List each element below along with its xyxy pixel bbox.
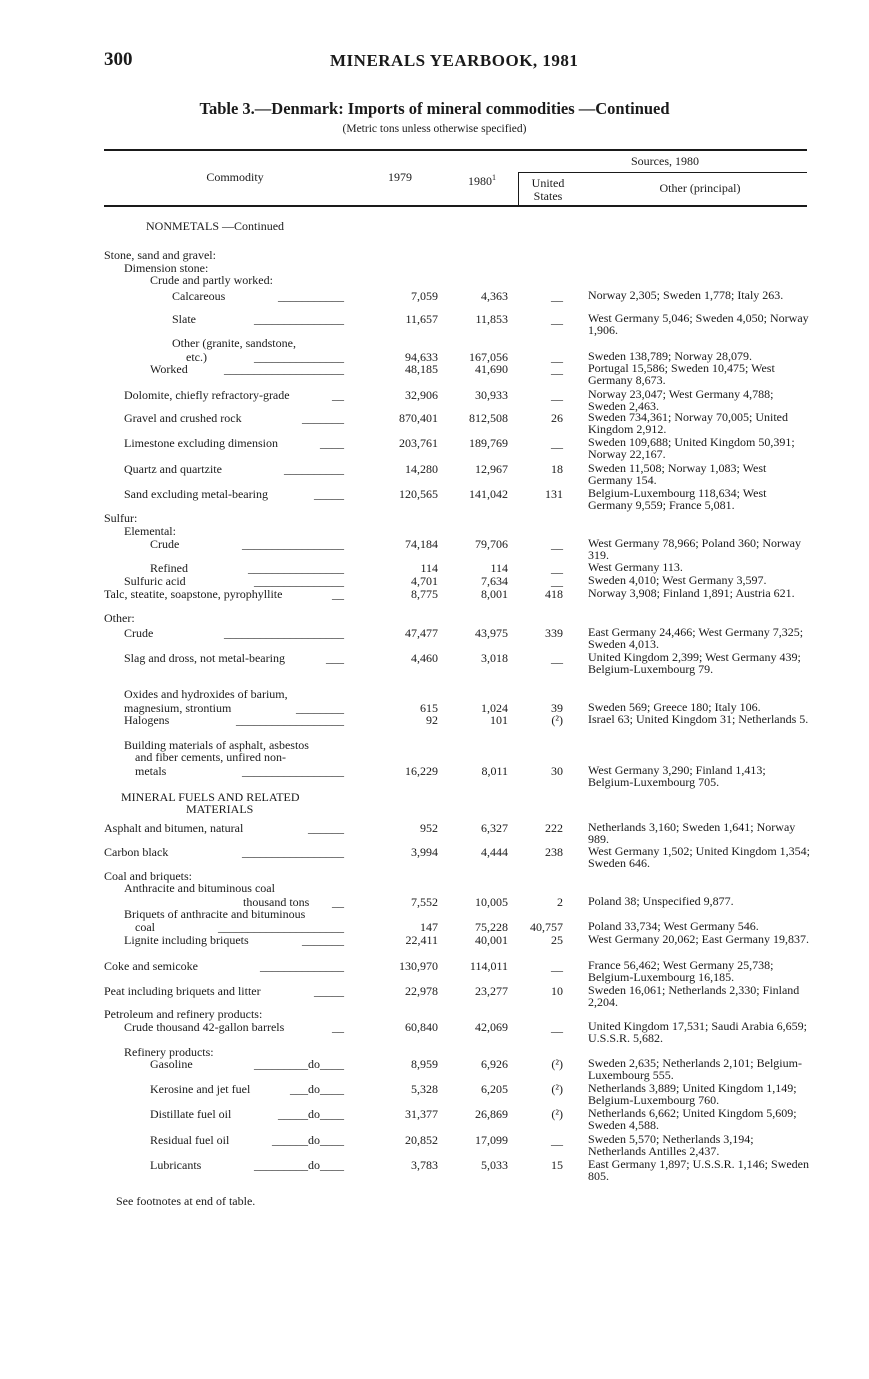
commodity-name: Peat including briquets and litter — [104, 984, 261, 998]
commodity-name: Talc, steatite, soapstone, pyrophyllite — [104, 587, 283, 601]
section-other-granite: Other (granite, sandstone, — [172, 336, 296, 350]
commodity-name: Calcareous — [172, 289, 226, 303]
commodity-label — [104, 960, 344, 973]
commodity-label — [104, 985, 344, 998]
leader-dots: _____do____ — [278, 1107, 344, 1121]
commodity-label — [150, 1159, 344, 1172]
other-sources: Sweden 2,635; Netherlands 2,101; Belgium-Luxembourg 555. — [588, 1056, 802, 1082]
other-sources: East Germany 1,897; U.S.S.R. 1,146; Sweden 805. — [588, 1157, 809, 1183]
value-1979: 5,328 — [411, 1082, 438, 1096]
section-petroleum: Petroleum and refinery products: — [104, 1007, 263, 1021]
value-1980: 1,024 — [481, 701, 508, 715]
value-1979: 870,401 — [399, 411, 438, 425]
leader-dots: ____________________ — [224, 626, 344, 640]
other-sources: United Kingdom 17,531; Saudi Arabia 6,659; U.S.S.R. 5,682. — [588, 1019, 807, 1045]
value-1980: 26,869 — [475, 1107, 508, 1121]
value-1979: 4,460 — [411, 651, 438, 665]
commodity-name: metals — [135, 764, 167, 778]
commodity-name: Asphalt and bitumen, natural — [104, 821, 244, 835]
value-1980: 6,205 — [481, 1082, 508, 1096]
value-united-states: __ — [551, 959, 563, 973]
footnote-marker-1: 1 — [492, 173, 496, 182]
other-sources: France 56,462; West Germany 25,738; Belgium-Luxembourg 16,185. — [588, 958, 774, 984]
commodity-label — [124, 488, 344, 501]
value-1980: 30,933 — [475, 388, 508, 402]
running-head: MINERALS YEARBOOK, 1981 — [330, 51, 579, 70]
commodity-label — [124, 627, 344, 640]
section-sulfur: Sulfur: — [104, 511, 138, 525]
commodity-name: thousand tons — [243, 895, 310, 909]
commodity-label — [150, 363, 344, 376]
value-1980: 23,277 — [475, 984, 508, 998]
leader-dots: __ — [332, 895, 344, 909]
section-stone: Stone, sand and gravel: — [104, 248, 216, 262]
commodity-label — [124, 652, 344, 665]
commodity-name: Quartz and quartzite — [124, 462, 222, 476]
other-sources: Netherlands 3,889; United Kingdom 1,149; Belgium-Luxembourg 760. — [588, 1081, 797, 1107]
commodity-name: Crude — [124, 626, 154, 640]
leader-dots: __ — [332, 1020, 344, 1034]
value-united-states: __ — [551, 574, 563, 588]
commodity-label — [104, 588, 344, 601]
other-sources: Sweden 734,361; Norway 70,005; United Kingdom 2,912. — [588, 410, 788, 436]
leader-dots: ____________________ — [224, 362, 344, 376]
value-1980: 7,634 — [481, 574, 508, 588]
commodity-name: Carbon black — [104, 845, 169, 859]
value-united-states: __ — [551, 561, 563, 575]
other-sources: East Germany 24,466; West Germany 7,325; Sweden 4,013. — [588, 625, 804, 651]
value-1980: 141,042 — [469, 487, 508, 501]
value-united-states: 18 — [551, 462, 563, 476]
value-1979: 203,761 — [399, 436, 438, 450]
section-coal: Coal and briquets: — [104, 869, 192, 883]
value-1979: 16,229 — [405, 764, 438, 778]
commodity-label — [124, 934, 344, 947]
value-1979: 60,840 — [405, 1020, 438, 1034]
commodity-label — [150, 562, 344, 575]
value-united-states: __ — [551, 388, 563, 402]
value-1979: 147 — [420, 920, 438, 934]
value-1980: 5,033 — [481, 1158, 508, 1172]
leader-dots: __________ — [284, 462, 344, 476]
other-sources: United Kingdom 2,399; West Germany 439; Belgium-Luxembourg 79. — [588, 650, 801, 676]
commodity-name: Crude thousand 42-gallon barrels — [124, 1020, 285, 1034]
value-1980: 114 — [490, 561, 508, 575]
commodity-label — [124, 437, 344, 450]
commodity-label — [150, 1083, 344, 1096]
table-subtitle: (Metric tons unless otherwise specified) — [342, 123, 527, 135]
value-1979: 120,565 — [399, 487, 438, 501]
footnote-reference: See footnotes at end of table. — [116, 1194, 256, 1208]
page-number: 300 — [104, 49, 133, 70]
col-header-commodity: Commodity — [206, 170, 264, 184]
commodity-label — [172, 313, 344, 326]
other-sources: Norway 3,908; Finland 1,891; Austria 621. — [588, 586, 795, 600]
other-sources: West Germany 5,046; Sweden 4,050; Norway 1,906. — [588, 311, 809, 337]
value-1980: 75,228 — [475, 920, 508, 934]
other-sources: Sweden 109,688; United Kingdom 50,391; Norway 22,167. — [588, 435, 795, 461]
leader-dots: _______ — [302, 411, 344, 425]
value-1979: 47,477 — [405, 626, 438, 640]
commodity-label — [124, 412, 344, 425]
other-sources: Norway 23,047; West Germany 4,788; Sweden 2,463. — [588, 387, 774, 413]
value-1979: 11,657 — [405, 312, 438, 326]
value-1979: 31,377 — [405, 1107, 438, 1121]
other-sources: West Germany 113. — [588, 560, 683, 574]
leader-dots: __ — [332, 587, 344, 601]
other-sources: Sweden 138,789; Norway 28,079. — [588, 349, 752, 363]
value-1979: 615 — [420, 701, 438, 715]
value-united-states: (²) — [551, 713, 563, 727]
value-1980: 6,926 — [481, 1057, 508, 1071]
other-sources: West Germany 20,062; East Germany 19,837. — [588, 932, 809, 946]
section-anthracite: Anthracite and bituminous coal — [124, 881, 275, 895]
leader-dots: _________________ — [242, 764, 344, 778]
col-header-us-line1: United — [531, 176, 565, 190]
value-united-states: (²) — [551, 1107, 563, 1121]
commodity-label — [124, 389, 344, 402]
other-sources: Belgium-Luxembourg 118,634; West Germany 9,559; France 5,081. — [588, 486, 767, 512]
commodity-name: Dolomite, chiefly refractory-grade — [124, 388, 290, 402]
leader-dots: _______ — [302, 933, 344, 947]
leader-dots: __________________ — [236, 713, 344, 727]
other-sources: Israel 63; United Kingdom 31; Netherlands 5. — [588, 712, 809, 726]
section-elemental: Elemental: — [124, 524, 176, 538]
value-1980: 43,975 — [475, 626, 508, 640]
commodity-name: Coke and semicoke — [104, 959, 198, 973]
value-1980: 3,018 — [481, 651, 508, 665]
leader-dots: ________________ — [248, 561, 344, 575]
value-united-states: __ — [551, 362, 563, 376]
col-header-us-line2: States — [533, 189, 563, 203]
leader-dots: _______________ — [254, 350, 344, 364]
leader-dots: ____ — [320, 436, 344, 450]
other-sources: Poland 38; Unspecified 9,877. — [588, 894, 734, 908]
commodity-label — [150, 1108, 344, 1121]
value-united-states: __ — [551, 436, 563, 450]
value-united-states: __ — [551, 537, 563, 551]
commodity-name: etc.) — [186, 350, 207, 364]
value-1980: 11,853 — [475, 312, 508, 326]
sources-rule — [518, 172, 807, 173]
leader-dots: ___ — [326, 651, 344, 665]
value-united-states: 238 — [545, 845, 563, 859]
commodity-label — [124, 714, 344, 727]
commodity-name: Residual fuel oil — [150, 1133, 230, 1147]
value-united-states: (²) — [551, 1057, 563, 1071]
commodity-name: Halogens — [124, 713, 170, 727]
leader-dots: _________do____ — [254, 1158, 344, 1172]
commodity-name: coal — [135, 920, 155, 934]
value-1979: 22,411 — [405, 933, 438, 947]
other-sources: West Germany 1,502; United Kingdom 1,354; Sweden 646. — [588, 844, 811, 870]
value-1979: 7,059 — [411, 289, 438, 303]
value-united-states: 339 — [545, 626, 563, 640]
commodity-name: Worked — [150, 362, 188, 376]
value-united-states: __ — [551, 289, 563, 303]
section-fuels-1: MINERAL FUELS AND RELATED — [121, 790, 300, 804]
value-1979: 92 — [426, 713, 438, 727]
us-column-divider — [518, 172, 519, 205]
value-united-states: __ — [551, 1020, 563, 1034]
commodity-name: Slag and dross, not metal-bearing — [124, 651, 285, 665]
value-1979: 22,978 — [405, 984, 438, 998]
other-sources: West Germany 3,290; Finland 1,413; Belgium-Luxembourg 705. — [588, 763, 766, 789]
value-united-states: 10 — [551, 984, 563, 998]
value-1979: 8,959 — [411, 1057, 438, 1071]
value-united-states: 25 — [551, 933, 563, 947]
col-header-united-states — [520, 177, 576, 203]
commodity-name: Crude — [150, 537, 180, 551]
leader-dots: _____________________ — [218, 920, 344, 934]
commodity-name: Slate — [172, 312, 196, 326]
value-1980: 101 — [490, 713, 508, 727]
other-sources: Portugal 15,586; Sweden 10,475; West Germany 8,673. — [588, 361, 775, 387]
commodity-name: Lubricants — [150, 1158, 202, 1172]
value-united-states: 222 — [545, 821, 563, 835]
commodity-label — [124, 575, 344, 588]
leader-dots: ______do____ — [272, 1133, 344, 1147]
other-sources: Sweden 5,570; Netherlands 3,194; Netherlands Antilles 2,437. — [588, 1132, 754, 1158]
value-1979: 952 — [420, 821, 438, 835]
other-sources: Sweden 4,010; West Germany 3,597. — [588, 573, 767, 587]
value-1980: 79,706 — [475, 537, 508, 551]
commodity-label — [150, 1058, 344, 1071]
value-united-states: __ — [551, 312, 563, 326]
value-1980: 6,327 — [481, 821, 508, 835]
section-building-1: Building materials of asphalt, asbestos — [124, 738, 309, 752]
commodity-name: Gasoline — [150, 1057, 193, 1071]
col-header-other: Other (principal) — [659, 181, 741, 195]
leader-dots: __ — [332, 388, 344, 402]
leader-dots: _________________ — [242, 845, 344, 859]
leader-dots: _______________ — [254, 312, 344, 326]
commodity-label — [124, 1021, 344, 1034]
commodity-label — [135, 765, 344, 778]
commodity-label — [104, 822, 344, 835]
commodity-label — [104, 846, 344, 859]
col-header-1980-text: 1980 — [468, 174, 492, 188]
value-1979: 94,633 — [405, 350, 438, 364]
value-1980: 10,005 — [475, 895, 508, 909]
value-1980: 40,001 — [475, 933, 508, 947]
commodity-label — [124, 463, 344, 476]
section-building-2: and fiber cements, unfired non- — [135, 750, 286, 764]
value-united-states: (²) — [551, 1082, 563, 1096]
leader-dots: ______________ — [260, 959, 344, 973]
commodity-label — [135, 921, 344, 934]
commodity-name: Sand excluding metal-bearing — [124, 487, 268, 501]
value-1980: 167,056 — [469, 350, 508, 364]
table-title: Table 3.—Denmark: Imports of mineral commodities —Continued — [199, 99, 670, 118]
value-1979: 14,280 — [405, 462, 438, 476]
value-1980: 8,011 — [481, 764, 508, 778]
value-1979: 130,970 — [399, 959, 438, 973]
value-1979: 3,994 — [411, 845, 438, 859]
value-1979: 7,552 — [411, 895, 438, 909]
value-united-states: __ — [551, 651, 563, 665]
value-united-states: 15 — [551, 1158, 563, 1172]
col-header-1980 — [462, 171, 502, 188]
leader-dots: _________do____ — [254, 1057, 344, 1071]
commodity-label — [150, 1134, 344, 1147]
value-1979: 4,701 — [411, 574, 438, 588]
value-1980: 41,690 — [475, 362, 508, 376]
other-sources: Poland 33,734; West Germany 546. — [588, 919, 759, 933]
commodity-name: Refined — [150, 561, 188, 575]
header-bottom-rule — [104, 205, 807, 207]
other-sources: Netherlands 3,160; Sweden 1,641; Norway 989. — [588, 820, 796, 846]
commodity-name: Limestone excluding dimension — [124, 436, 278, 450]
value-1980: 189,769 — [469, 436, 508, 450]
commodity-label — [172, 290, 344, 303]
value-1979: 32,906 — [405, 388, 438, 402]
commodity-label — [243, 896, 344, 909]
leader-dots: ___do____ — [290, 1082, 344, 1096]
section-crude-worked: Crude and partly worked: — [150, 273, 273, 287]
leader-dots: _____ — [314, 487, 344, 501]
value-united-states: __ — [551, 1133, 563, 1147]
value-united-states: 131 — [545, 487, 563, 501]
leader-dots: _______________ — [254, 574, 344, 588]
value-1980: 8,001 — [481, 587, 508, 601]
value-1980: 114,011 — [469, 959, 508, 973]
commodity-name: Sulfuric acid — [124, 574, 186, 588]
value-united-states: 2 — [557, 895, 563, 909]
leader-dots: ________ — [296, 701, 344, 715]
other-sources: Netherlands 6,662; United Kingdom 5,609; Sweden 4,588. — [588, 1106, 797, 1132]
value-1979: 8,775 — [411, 587, 438, 601]
value-1979: 74,184 — [405, 537, 438, 551]
value-1980: 42,069 — [475, 1020, 508, 1034]
leader-dots: _____ — [314, 984, 344, 998]
leader-dots: ______ — [308, 821, 344, 835]
other-sources: Sweden 569; Greece 180; Italy 106. — [588, 700, 761, 714]
value-1979: 48,185 — [405, 362, 438, 376]
section-nonmetals: NONMETALS —Continued — [146, 219, 285, 233]
commodity-name: magnesium, strontium — [124, 701, 232, 715]
value-united-states: 39 — [551, 701, 563, 715]
value-1980: 4,444 — [481, 845, 508, 859]
value-1980: 812,508 — [469, 411, 508, 425]
table-top-rule — [104, 149, 807, 151]
value-1980: 12,967 — [475, 462, 508, 476]
leader-dots: ___________ — [278, 289, 344, 303]
section-dimension: Dimension stone: — [124, 261, 209, 275]
value-united-states: 418 — [545, 587, 563, 601]
commodity-name: Lignite including briquets — [124, 933, 249, 947]
section-other: Other: — [104, 611, 135, 625]
value-1979: 114 — [420, 561, 438, 575]
value-united-states: 26 — [551, 411, 563, 425]
value-united-states: __ — [551, 350, 563, 364]
other-sources: Sweden 11,508; Norway 1,083; West Germany 154. — [588, 461, 767, 487]
value-united-states: 30 — [551, 764, 563, 778]
value-united-states: 40,757 — [530, 920, 563, 934]
other-sources: Sweden 16,061; Netherlands 2,330; Finland 2,204. — [588, 983, 800, 1009]
value-1980: 4,363 — [481, 289, 508, 303]
col-header-sources: Sources, 1980 — [631, 154, 699, 168]
commodity-name: Kerosine and jet fuel — [150, 1082, 251, 1096]
value-1980: 17,099 — [475, 1133, 508, 1147]
commodity-name: Distillate fuel oil — [150, 1107, 232, 1121]
value-1979: 20,852 — [405, 1133, 438, 1147]
section-briquets: Briquets of anthracite and bituminous — [124, 907, 306, 921]
commodity-name: Gravel and crushed rock — [124, 411, 242, 425]
section-refinery: Refinery products: — [124, 1045, 214, 1059]
other-sources: West Germany 78,966; Poland 360; Norway 319. — [588, 536, 801, 562]
commodity-label — [150, 538, 344, 551]
col-header-1979: 1979 — [388, 170, 412, 184]
leader-dots: _________________ — [242, 537, 344, 551]
section-fuels-2: MATERIALS — [186, 802, 254, 816]
section-oxides: Oxides and hydroxides of barium, — [124, 687, 288, 701]
other-sources: Norway 2,305; Sweden 1,778; Italy 263. — [588, 288, 784, 302]
value-1979: 3,783 — [411, 1158, 438, 1172]
